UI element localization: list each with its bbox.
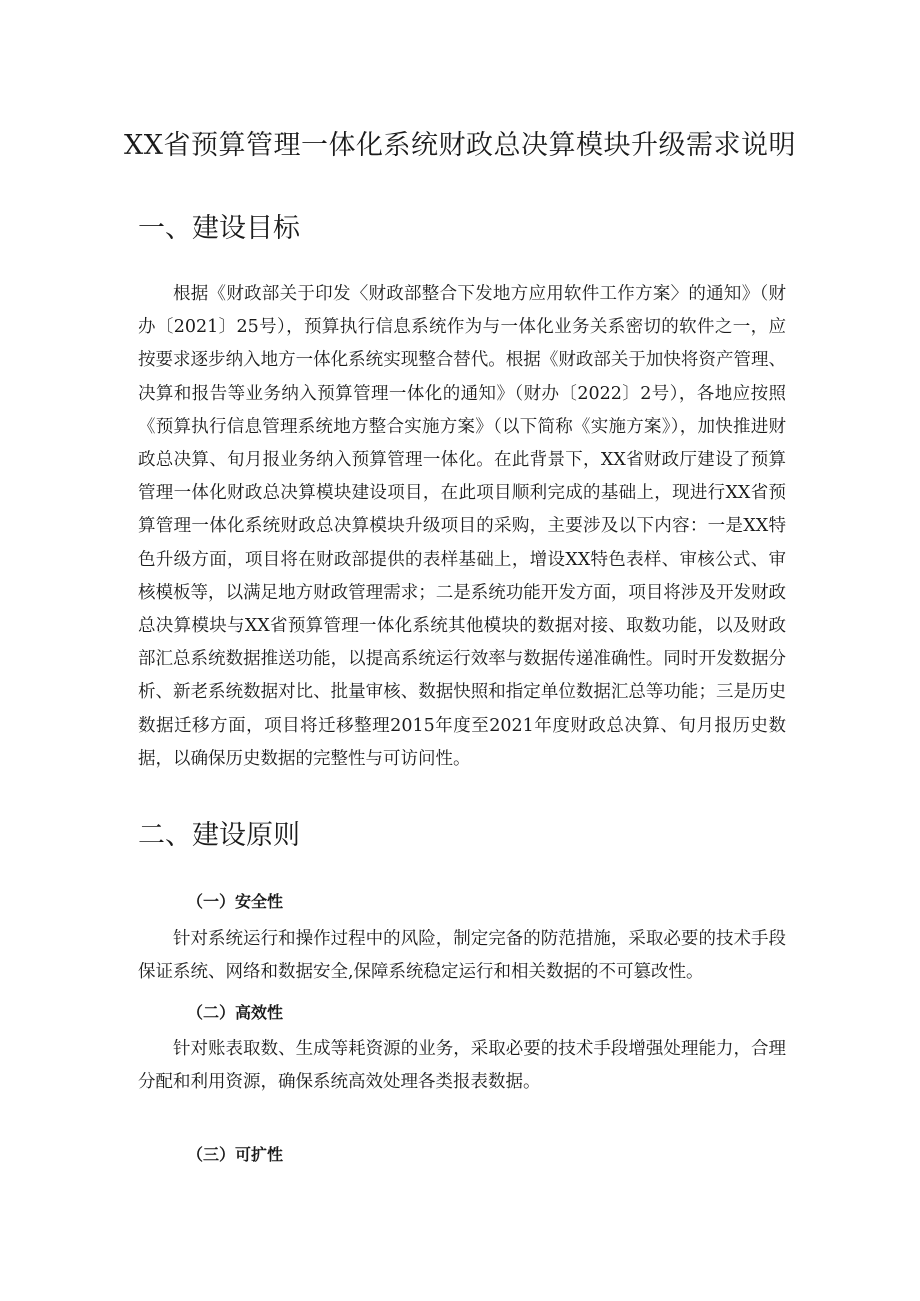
principle-heading-efficiency: （二）高效性 [187,1003,284,1022]
goals-paragraph: 根据《财政部关于印发〈财政部整合下发地方应用软件工作方案〉的通知》（财办〔2021〕25号），预算执行信息系统作为与一体化业务关系密切的软件之一，应按要求逐步纳入地方一体化系统实现整合替代。根据《财政部关于加快将资产管理、决算和报告等业务纳入预算管理一体化的通知》（财办〔2022〕2号），各地应按照《预算执行信息管理系统地方整合实施方案》（以下简称《实施方案》），加快推进财政总决算、旬月报业务纳入预算管理一体化。在此背景下，XX省财政厅建设了预算管理一体化财政总决算模块建设项目，在此项目顺利完成的基础上，现进行XX省预算管理一体化系统财政总决算模块升级项目的采购，主要涉及以下内容：一是XX特色升级方面，项目将在财政部提供的表样基础上，增设XX特色表样、审核公式、审核模板等，以满足地方财政管理需求；二是系统功能开发方面，项目将涉及开发财政总决算模块与XX省预算管理一体化系统其他模块的数据对接、取数功能，以及财政部汇总系统数据推送功能，以提高系统运行效率与数据传递准确性。同时开发数据分析、新老系统数据对比、批量审核、数据快照和指定单位数据汇总等功能；三是历史数据迁移方面，项目将迁移整理2015年度至2021年度财政总决算、旬月报历史数据，以确保历史数据的完整性与可访问性。 [138,284,786,769]
section-heading-goals: 一、建设目标 [138,213,300,244]
principle-text-efficiency: 针对账表取数、生成等耗资源的业务，采取必要的技术手段增强处理能力，合理分配和利用资源，确保系统高效处理各类报表数据。 [138,1039,786,1093]
section-heading-principles: 二、建设原则 [138,820,300,851]
document-title: XX省预算管理一体化系统财政总决算模块升级需求说明 [124,130,796,161]
principle-heading-security: （一）安全性 [187,892,284,911]
principle-text-security: 针对系统运行和操作过程中的风险，制定完备的防范措施，采取必要的技术手段保证系统、网络和数据安全,保障系统稳定运行和相关数据的不可篡改性。 [138,929,786,983]
principle-heading-scalability: （三）可扩性 [187,1145,284,1164]
